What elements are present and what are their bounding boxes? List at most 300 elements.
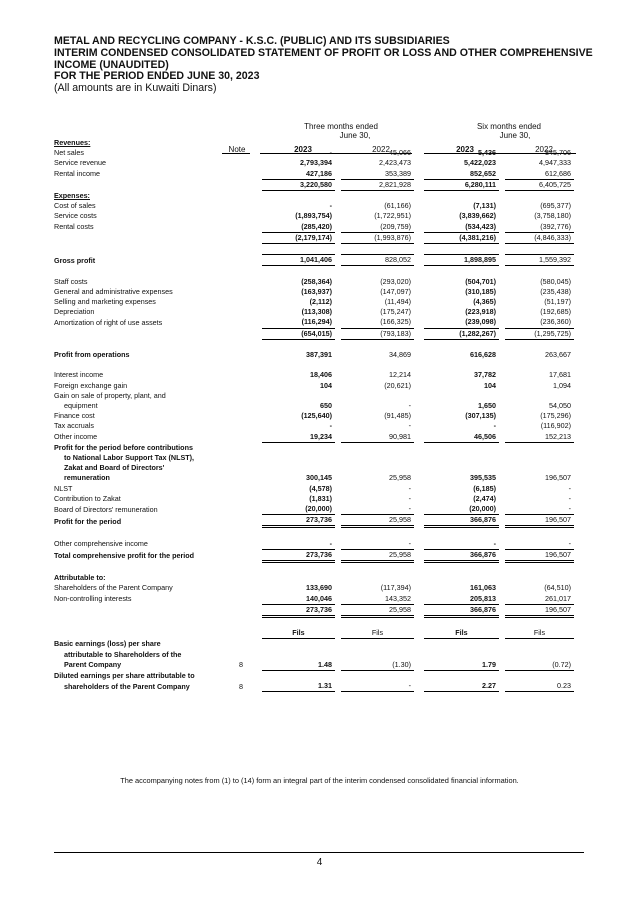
value-c4: -	[568, 483, 571, 493]
value-c1	[262, 138, 335, 148]
value-c1: (116,294)	[301, 317, 332, 327]
row-note	[226, 232, 256, 243]
value-c1: 427,186	[306, 168, 332, 178]
value-c1	[262, 617, 335, 629]
value-c1: -	[329, 148, 332, 158]
row-label	[54, 562, 226, 574]
value-c2	[341, 671, 414, 682]
value-c4: 6,405,725	[505, 179, 574, 190]
value-c2: (1,722,951)	[374, 211, 411, 221]
value-c1: 273,736	[262, 549, 335, 561]
value-c1: (1,831)	[309, 493, 332, 503]
value-c1	[262, 266, 335, 277]
value-c3: (504,701)	[465, 276, 496, 286]
value-c2: (117,394)	[380, 583, 411, 593]
value-c1	[262, 650, 335, 660]
value-c4: (0.72)	[505, 660, 574, 671]
value-c2: 353,389	[385, 168, 411, 178]
table-row	[54, 604, 574, 616]
spacer-cell	[414, 201, 424, 211]
spacer-cell	[414, 671, 424, 682]
value-c2: (793,183)	[341, 328, 414, 339]
spacer-cell	[414, 287, 424, 297]
value-c1	[262, 562, 335, 574]
value-c1	[262, 442, 335, 453]
value-c4: 261,017	[545, 593, 571, 603]
row-note	[226, 148, 256, 158]
table-row	[54, 681, 574, 692]
value-c4: 196,507	[505, 604, 574, 616]
spacer-cell	[414, 328, 424, 339]
value-c3: -	[493, 421, 496, 431]
table-row	[54, 255, 574, 266]
value-c2: (209,759)	[380, 221, 411, 231]
value-c1	[262, 360, 335, 370]
six-months-heading: Six months ended	[476, 122, 542, 131]
value-c4: Fils	[505, 628, 574, 639]
row-label: Diluted earnings per share attributable to	[54, 670, 195, 680]
value-c4: 17,681	[549, 370, 571, 380]
spacer-cell	[414, 494, 424, 504]
row-label: Profit for the period	[54, 516, 122, 526]
statement-table	[54, 138, 574, 692]
value-c4: (695,377)	[540, 201, 571, 211]
row-note	[226, 297, 256, 307]
row-note	[226, 650, 256, 660]
value-c4: 1,094	[553, 380, 571, 390]
row-label: Board of Directors' remuneration	[54, 504, 158, 514]
table-row	[54, 339, 574, 350]
row-label: Amortization of right of use assets	[54, 317, 163, 327]
value-c1: -	[329, 538, 332, 548]
value-c2: -	[408, 538, 411, 548]
row-label: Basic earnings (loss) per share	[54, 639, 161, 649]
spacer-cell	[414, 148, 424, 158]
row-label: Rental income	[54, 169, 100, 179]
value-c4: 196,507	[545, 473, 571, 483]
value-c4: -	[568, 493, 571, 503]
value-c2: -	[408, 504, 411, 514]
value-c2: Fils	[341, 628, 414, 639]
value-c2	[341, 442, 414, 453]
value-c3: 1,650	[478, 401, 496, 410]
value-c4: (4,846,333)	[505, 232, 574, 243]
value-c3: 104	[484, 380, 496, 390]
row-label: Depreciation	[54, 307, 95, 317]
value-c4	[505, 573, 574, 583]
value-c1: (2,179,174)	[262, 232, 335, 243]
value-c2: -	[408, 421, 411, 431]
table-row	[54, 504, 574, 515]
row-note	[226, 411, 256, 421]
row-label: Rental costs	[54, 222, 94, 232]
value-c3	[424, 573, 499, 583]
value-c4	[505, 453, 574, 463]
row-note	[226, 604, 256, 616]
spacer-cell	[414, 381, 424, 391]
row-note: 8	[239, 660, 243, 670]
value-c3	[424, 671, 499, 682]
row-note	[226, 191, 256, 202]
table-row	[54, 421, 574, 431]
spacer-cell	[414, 617, 424, 629]
value-c1	[262, 573, 335, 583]
spacer-cell	[414, 179, 424, 190]
spacer-cell	[414, 138, 424, 148]
value-c3	[424, 360, 499, 370]
value-c1: 133,690	[306, 583, 332, 593]
value-c3: 5,436	[478, 148, 496, 158]
row-note	[226, 463, 256, 473]
spacer-cell	[414, 463, 424, 473]
row-note	[226, 222, 256, 233]
row-note	[226, 473, 256, 483]
table-row	[54, 494, 574, 504]
value-c4: -	[568, 504, 571, 514]
value-c2: (20,621)	[384, 380, 411, 390]
value-c3: 1.79	[424, 660, 499, 671]
value-c4: (236,360)	[540, 317, 571, 327]
row-note	[226, 401, 256, 411]
value-c4	[505, 244, 574, 255]
value-c4	[505, 391, 574, 401]
table-row	[54, 484, 574, 494]
value-c3: (2,474)	[473, 493, 496, 503]
spacer-cell	[414, 681, 424, 692]
value-c2: 34,869	[389, 350, 411, 359]
table-row	[54, 527, 574, 539]
value-c2	[341, 463, 414, 473]
row-note	[226, 169, 256, 180]
row-label	[54, 604, 226, 616]
value-c4: (175,296)	[540, 411, 571, 421]
value-c2: (166,325)	[380, 317, 411, 327]
table-row	[54, 463, 574, 473]
value-c3	[424, 650, 499, 660]
value-c1: -	[329, 201, 332, 211]
spacer-cell	[414, 232, 424, 243]
value-c1: (4,578)	[309, 483, 332, 493]
row-note	[226, 442, 256, 453]
spacer-cell	[414, 473, 424, 483]
value-c4: (116,902)	[540, 421, 571, 431]
row-note	[226, 594, 256, 605]
currency-note: (All amounts are in Kuwaiti Dinars)	[54, 82, 217, 95]
spacer-cell	[414, 604, 424, 616]
row-label	[54, 360, 226, 370]
row-label: shareholders of the Parent Company	[64, 681, 190, 691]
h-2022-heading: 2022	[535, 145, 553, 154]
value-c2	[341, 360, 414, 370]
row-label: Non-controlling interests	[54, 594, 132, 604]
value-c2: 45,066	[389, 148, 411, 158]
row-note	[226, 617, 256, 629]
row-note	[226, 628, 256, 639]
value-c2	[341, 573, 414, 583]
value-c4: 845,706	[545, 148, 571, 158]
value-c1	[262, 339, 335, 350]
spacer-cell	[414, 583, 424, 593]
spacer-cell	[414, 370, 424, 380]
value-c1: 18,406	[310, 370, 332, 380]
value-c2	[341, 266, 414, 277]
value-c3: 366,876	[424, 515, 499, 527]
value-c4	[505, 650, 574, 660]
value-c2	[341, 639, 414, 650]
spacer-cell	[414, 211, 424, 221]
value-c4	[505, 527, 574, 539]
row-label: Net sales	[54, 148, 84, 158]
row-note	[226, 639, 256, 650]
row-note	[226, 370, 256, 380]
row-label: to National Labor Support Tax (NLST),	[64, 453, 195, 462]
spacer-cell	[414, 297, 424, 307]
row-label: Finance cost	[54, 411, 95, 421]
row-note	[226, 287, 256, 297]
row-note	[226, 307, 256, 317]
value-c1: 300,145	[306, 473, 332, 483]
value-c1: (20,000)	[305, 504, 332, 514]
value-c1: 387,391	[306, 350, 332, 359]
row-note	[226, 138, 256, 148]
value-c1	[262, 191, 335, 202]
value-c2	[341, 244, 414, 255]
value-c3: 6,280,111	[424, 179, 499, 190]
row-note	[226, 350, 256, 360]
value-c2	[341, 650, 414, 660]
row-note	[226, 201, 256, 211]
table-row	[54, 401, 574, 411]
value-c3	[424, 617, 499, 629]
note-heading: Note	[228, 145, 246, 154]
value-c3	[424, 527, 499, 539]
value-c3: 395,535	[470, 473, 496, 483]
statement-title-line2: INCOME (UNAUDITED)	[54, 58, 169, 71]
row-label	[54, 244, 226, 255]
spacer-cell	[414, 660, 424, 671]
value-c1	[262, 453, 335, 463]
three-months-heading: Three months ended	[304, 122, 378, 131]
spacer-cell	[414, 244, 424, 255]
value-c1: 1,041,406	[262, 255, 335, 266]
q-2023-heading: 2023	[294, 145, 312, 154]
table-row	[54, 453, 574, 463]
value-c3	[424, 453, 499, 463]
table-row	[54, 287, 574, 297]
table-row	[54, 583, 574, 593]
row-label: Selling and marketing expenses	[54, 297, 156, 306]
row-label: Gain on sale of property, plant, and	[54, 390, 166, 400]
spacer-cell	[414, 411, 424, 421]
value-c1: (2,112)	[309, 297, 332, 306]
value-c4	[505, 562, 574, 574]
value-c4	[505, 339, 574, 350]
value-c2: (1,993,876)	[341, 232, 414, 243]
table-row	[54, 158, 574, 168]
value-c2: (11,494)	[384, 297, 411, 306]
value-c3: (4,365)	[473, 297, 496, 306]
page-number: 4	[316, 857, 323, 868]
value-c1	[262, 527, 335, 539]
table-row	[54, 138, 574, 148]
spacer-cell	[414, 562, 424, 574]
value-c3: (7,131)	[473, 201, 496, 211]
value-c2	[341, 339, 414, 350]
row-label: Profit from operations	[54, 350, 130, 359]
value-c4	[505, 138, 574, 148]
value-c3: 616,628	[470, 350, 496, 359]
value-c4: 4,947,333	[539, 158, 571, 168]
row-label: NLST	[54, 483, 73, 493]
row-note	[226, 453, 256, 463]
value-c4: (51,197)	[544, 297, 571, 306]
value-c3: 366,876	[424, 549, 499, 561]
table-row	[54, 442, 574, 453]
value-c2: 25,958	[341, 515, 414, 527]
value-c4: (235,438)	[540, 286, 571, 296]
value-c2: 25,958	[341, 549, 414, 561]
spacer-cell	[414, 169, 424, 180]
table-row	[54, 191, 574, 202]
value-c1: 1.31	[262, 681, 335, 692]
value-c1	[262, 639, 335, 650]
value-c3	[424, 463, 499, 473]
row-note	[226, 211, 256, 221]
row-label: Cost of sales	[54, 201, 96, 211]
value-c2: (293,020)	[380, 276, 411, 286]
row-label: General and administrative expenses	[54, 286, 173, 296]
row-label: Zakat and Board of Directors'	[64, 463, 165, 473]
value-c1: 1.48	[262, 660, 335, 671]
row-label: Service costs	[54, 211, 97, 221]
value-c4: 196,507	[505, 549, 574, 561]
value-c4: (64,510)	[544, 583, 571, 593]
value-c2: -	[408, 493, 411, 503]
table-row	[54, 370, 574, 380]
row-note	[226, 255, 256, 266]
value-c4: -	[568, 538, 571, 548]
row-note	[226, 381, 256, 391]
value-c1: 273,736	[262, 515, 335, 527]
table-row	[54, 594, 574, 605]
spacer-cell	[414, 350, 424, 360]
spacer-cell	[414, 401, 424, 411]
value-c4	[505, 442, 574, 453]
value-c3: (20,000)	[469, 504, 496, 514]
statement-header	[54, 36, 614, 95]
table-row	[54, 671, 574, 682]
row-label: Expenses:	[54, 191, 90, 200]
spacer-cell	[414, 573, 424, 583]
value-c3: (4,381,216)	[424, 232, 499, 243]
value-c3: (239,098)	[465, 317, 496, 327]
value-c4	[505, 463, 574, 473]
value-c1: (1,893,754)	[295, 211, 332, 221]
table-row	[54, 232, 574, 243]
table-row	[54, 266, 574, 277]
value-c3: 852,652	[470, 168, 496, 178]
value-c3: 366,876	[424, 604, 499, 616]
spacer-cell	[414, 277, 424, 287]
value-c3: 37,782	[474, 370, 496, 380]
value-c4: 0.23	[505, 681, 574, 692]
table-row	[54, 222, 574, 233]
value-c2	[341, 391, 414, 401]
spacer-cell	[414, 191, 424, 202]
row-label: equipment	[64, 401, 98, 410]
value-c1	[262, 244, 335, 255]
row-label	[54, 628, 226, 639]
value-c3: (310,185)	[465, 286, 496, 296]
spacer-cell	[414, 594, 424, 605]
row-note	[226, 671, 256, 682]
value-c2: 25,958	[389, 473, 411, 483]
value-c4: 263,667	[545, 350, 571, 359]
value-c3	[424, 191, 499, 202]
row-note	[226, 539, 256, 550]
value-c4: 1,559,392	[505, 255, 574, 266]
value-c3	[424, 391, 499, 401]
value-c3: (3,839,662)	[459, 211, 496, 221]
row-note	[226, 391, 256, 401]
value-c4: (580,045)	[540, 276, 571, 286]
row-note	[226, 515, 256, 527]
table-row	[54, 381, 574, 391]
row-label	[54, 527, 226, 539]
value-c4	[505, 639, 574, 650]
row-label: remuneration	[64, 473, 110, 483]
row-label: Gross profit	[54, 255, 96, 265]
value-c2: -	[408, 401, 411, 410]
spacer-cell	[414, 639, 424, 650]
table-row	[54, 297, 574, 307]
row-note	[226, 494, 256, 504]
row-label	[54, 328, 226, 339]
value-c2: 828,052	[341, 255, 414, 266]
row-label: Contribution to Zakat	[54, 493, 121, 503]
row-label	[54, 339, 226, 350]
row-note	[226, 583, 256, 593]
row-label: Staff costs	[54, 276, 88, 286]
spacer-cell	[414, 391, 424, 401]
row-label: Revenues:	[54, 138, 91, 147]
statement-title-line1: INTERIM CONDENSED CONSOLIDATED STATEMENT OF PROFIT OR LOSS AND OTHER COMPREHENSIVE	[54, 46, 593, 59]
row-note	[226, 158, 256, 168]
table-row	[54, 360, 574, 370]
spacer-cell	[414, 255, 424, 266]
table-row	[54, 562, 574, 574]
spacer-cell	[414, 549, 424, 561]
spacer-cell	[414, 504, 424, 515]
value-c3: 2.27	[424, 681, 499, 692]
value-c1	[262, 671, 335, 682]
value-c2	[341, 138, 414, 148]
row-note	[226, 277, 256, 287]
value-c4: (3,758,180)	[534, 211, 571, 221]
row-note	[226, 527, 256, 539]
value-c3	[424, 339, 499, 350]
value-c4: 54,050	[549, 401, 571, 410]
row-note	[226, 562, 256, 574]
spacer-cell	[414, 515, 424, 527]
value-c3: -	[493, 538, 496, 548]
value-c4	[505, 617, 574, 629]
row-label	[54, 617, 226, 629]
row-note	[226, 266, 256, 277]
value-c1: 104	[320, 380, 332, 390]
value-c1: (163,937)	[301, 286, 332, 296]
row-label	[54, 179, 226, 190]
